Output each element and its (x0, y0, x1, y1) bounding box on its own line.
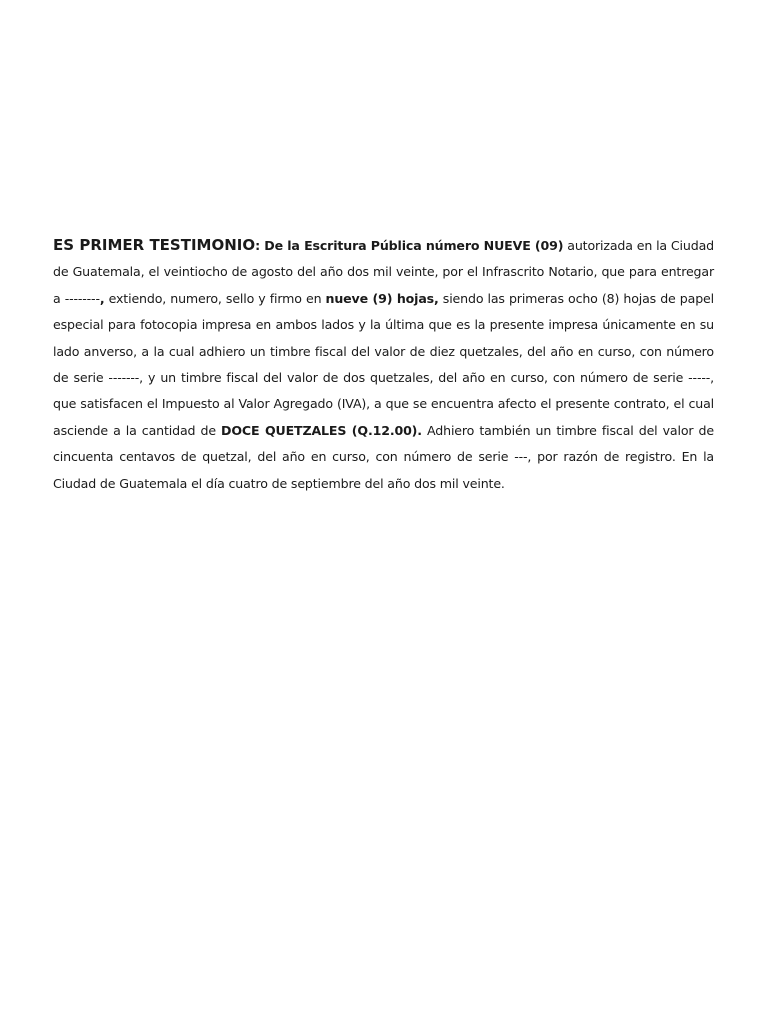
body-text-1: autorizada en la Ciudad de Guatemala, el veintiocho de agosto del año dos mil veinte, por el Infrascrito Notario, que para entregar a -------- (53, 238, 714, 306)
escritura-reference: : De la Escritura Pública número NUEVE (09) (255, 238, 564, 253)
hojas-count: nueve (9) hojas, (325, 290, 439, 306)
body-text-2: extiendo, numero, sello y firmo en (104, 290, 326, 306)
body-text-4: Adhiero también un timbre fiscal del valor de cincuenta centavos de quetzal, del año en curso, con número de serie ---, por razón de registro. En la Ciudad de Guatemala el día cuatro de septiembre del año dos mil veinte. (53, 422, 714, 491)
testimonio-heading: ES PRIMER TESTIMONIO (53, 236, 256, 254)
body-text-3: siendo las primeras ocho (8) hojas de papel especial para fotocopia impresa en ambos lados y la última que es la presente impresa únicamente en su lado anverso, a la cual adhiero un timbre fiscal del valor de diez quetzales, del año en curso, con número de serie -------, y un timbre fiscal del valor de dos quetzales, del año en curso, con número de serie -----, que satisfacen el Impuesto al Valor Agregado (IVA), a que se encuentra afecto el presente contrato, el cual asciende a la cantidad de (53, 290, 714, 438)
bold-comma: , (99, 290, 105, 306)
testimonio-paragraph (53, 232, 714, 497)
amount-text: DOCE QUETZALES (Q.12.00). (221, 422, 422, 438)
